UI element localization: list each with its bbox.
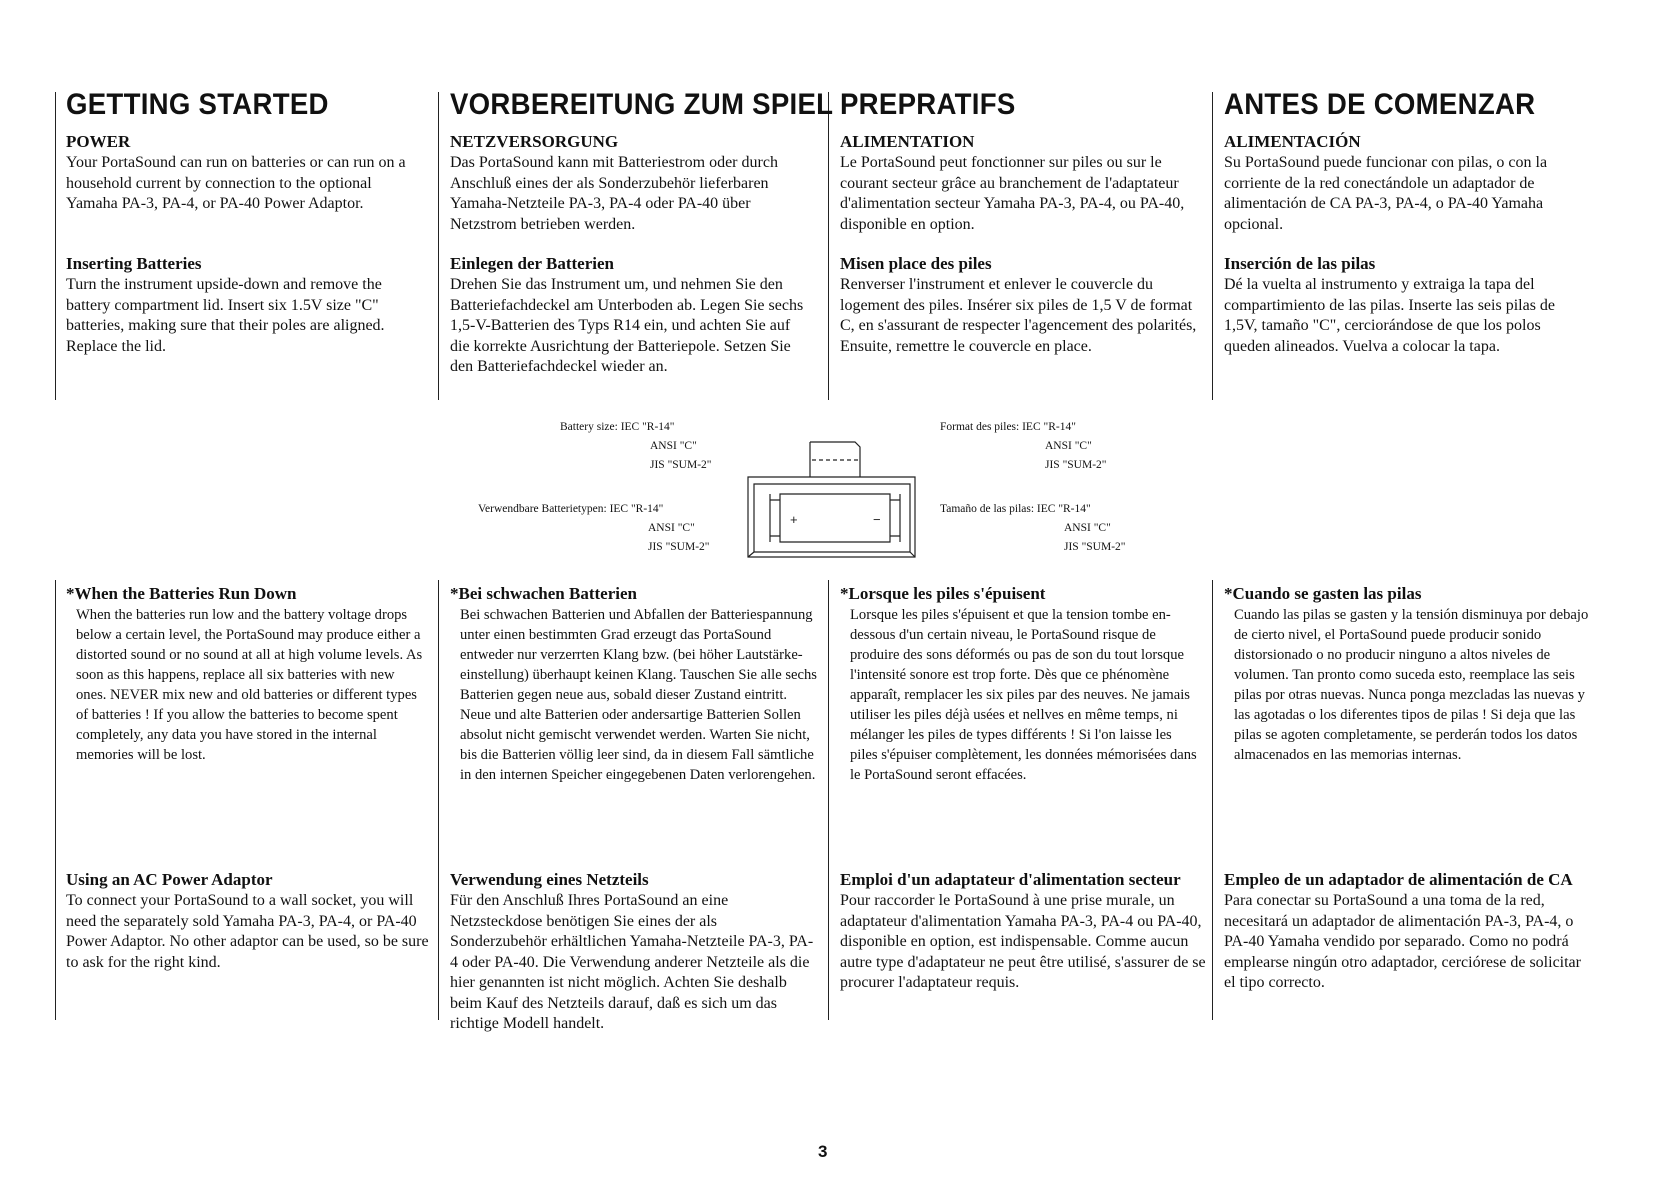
low-text: Lorsque les piles s'épuisent et que la tension tombe en-dessous d'un certain niveau, le PortaSound risque de produire des sons déformés ou pas de son du tout lorsque l'intensité sonore est trop forte. Dès que ce phénomène apparaît, remplacer les six piles par des neuves. Ne jamais utiliser les piles déjà usées et nellves en même temps, ni mélanger les piles de types différents ! Si l'on laisse les piles s'épuiser complètement, les données mémorisées dans le PortaSound seront effacées.: [850, 607, 1197, 783]
power-title: NETZVERSORGUNG: [450, 132, 619, 151]
battery-size-spanish: [940, 500, 1125, 557]
power-title: POWER: [66, 132, 131, 151]
insert-text: Drehen Sie das Instrument um, und nehmen Sie den Batteriefachdeckel am Unterboden ab. Legen Sie sechs 1,5-V-Batterien des Typs R14 ein, und achten Sie auf die korrekte Ausrichtung der Batteriepole. Setzen Sie den Batteriefachdeckel wieder an.: [450, 276, 804, 375]
battery-ansi: ANSI "C": [1045, 440, 1092, 452]
ac-text: Para conectar su PortaSound a una toma de la red, necesitará un adaptador de alimentación PA-3, PA-4, o PA-40 Yamaha vendido por separado. Como no podrá emplearse ningún otro adaptador, cerciórese de solicitar el tipo correcto.: [1224, 892, 1581, 991]
page-number: 3: [818, 1142, 828, 1161]
section-power-german: [450, 132, 810, 235]
ac-title: Emploi d'un adaptateur d'alimentation secteur: [840, 870, 1181, 889]
ac-title: Using an AC Power Adaptor: [66, 870, 273, 889]
battery-jis: JIS "SUM-2": [650, 459, 712, 471]
insert-text: Turn the instrument upside-down and remove the battery compartment lid. Insert six 1.5V size "C" batteries, making sure that their poles are aligned. Replace the lid.: [66, 276, 385, 355]
column-rule-1: [55, 92, 56, 400]
battery-jis: JIS "SUM-2": [1045, 459, 1107, 471]
insert-title: Einlegen der Batterien: [450, 254, 614, 273]
section-ac-german: [450, 870, 815, 1035]
battery-size-english: [560, 418, 711, 475]
section-insert-german: [450, 254, 812, 378]
low-title: *When the Batteries Run Down: [66, 584, 297, 603]
insert-title: Misen place des piles: [840, 254, 992, 273]
ac-text: Für den Anschluß Ihres PortaSound an eine Netzsteckdose benötigen Sie eines der als Sonderzubehör erhältlichen Yamaha-Netzteile PA-3, PA-4 oder PA-40. Die Verwendung anderer Netzteile als die hier genannten ist nicht möglich. Achten Sie deshalb beim Kauf des Netzteils darauf, daß es sich um das richtige Modell handelt.: [450, 892, 814, 1032]
section-ac-spanish: [1224, 870, 1594, 994]
insert-title: Inserción de las pilas: [1224, 254, 1376, 273]
heading-english: GETTING STARTED: [66, 88, 329, 121]
power-text: Das PortaSound kann mit Batteriestrom oder durch Anschluß eines der als Sonderzubehör lieferbaren Yamaha-Netzteile PA-3, PA-4 oder PA-40 über Netzstrom betrieben werden.: [450, 154, 778, 233]
heading-spanish: ANTES DE COMENZAR: [1224, 88, 1536, 121]
low-text: Bei schwachen Batterien und Abfallen der Batteriespannung unter einen bestimmten Grad erzeugt das PortaSound entweder nur verzerrten Klang bzw. (bei höher Lautstärke-einstellung) überhaupt keinen Klang. Tauschen Sie alle sechs Batterien gegen neue aus, sobald dieser Zustand eintritt. Neue und alte Batterien oder andersartige Batterien Sollen absolut nicht gemischt verwendet werden. Warten Sie nicht, bis die Batterien völlig leer sind, da in diesem Fall sämtliche in den internen Speicher eingegebenen Daten verlorengehen.: [460, 607, 817, 783]
section-power-spanish: [1224, 132, 1579, 235]
low-text: Cuando las pilas se gasten y la tensión disminuya por debajo de cierto nivel, el PortaSound puede producir sonido distorsionado o no producir ninguno a altos niveles de volumen. Tan pronto como suceda esto, reemplace las seis pilas por otras nuevas. Nunca ponga mezcladas las nuevas y las agotadas o los diferentes tipos de pilas ! Si deja que las pilas se agoten completamente, se perderán todos los datos almacenados en las memorias internas.: [1234, 607, 1589, 763]
battery-iec: IEC "R-14": [620, 421, 675, 433]
column-rule-4: [1212, 92, 1213, 400]
section-power-french: [840, 132, 1200, 235]
section-insert-spanish: [1224, 254, 1589, 357]
battery-size-french: [940, 418, 1106, 475]
section-low-french: [840, 584, 1202, 785]
battery-size-label: Format des piles:: [940, 421, 1020, 433]
plus-symbol: +: [790, 512, 798, 527]
battery-ansi: ANSI "C": [650, 440, 697, 452]
low-title: *Lorsque les piles s'épuisent: [840, 584, 1046, 603]
battery-ansi: ANSI "C": [648, 522, 695, 534]
insert-text: Dé la vuelta al instrumento y extraiga la tapa del compartimiento de las pilas. Inserte las seis pilas de 1,5V, tamaño "C", cerciorándose de que los polos queden alineados. Vuelva a colocar la tapa.: [1224, 276, 1556, 355]
column-rule-2: [438, 92, 439, 400]
heading-german: VORBEREITUNG ZUM SPIEL: [450, 88, 834, 121]
ac-title: Empleo de un adaptador de alimentación de CA: [1224, 870, 1573, 889]
low-title: *Bei schwachen Batterien: [450, 584, 637, 603]
column-rule-6: [438, 580, 439, 1020]
battery-iec: IEC "R-14": [1022, 421, 1076, 433]
section-ac-french: [840, 870, 1210, 994]
battery-jis: JIS "SUM-2": [1064, 541, 1126, 553]
section-power-english: [66, 132, 426, 215]
column-rule-7: [828, 580, 829, 1020]
battery-size-label: Battery size:: [560, 421, 618, 433]
insert-title: Inserting Batteries: [66, 254, 202, 273]
battery-iec: IEC "R-14": [609, 503, 664, 515]
power-title: ALIMENTATION: [840, 132, 975, 151]
battery-jis: JIS "SUM-2": [648, 541, 710, 553]
section-ac-english: [66, 870, 431, 973]
insert-text: Renverser l'instrument et enlever le couvercle du logement des piles. Insérer six piles de 1,5 V de format C, en s'assurant de respecter l'agencement des polarités, Ensuite, remettre le couvercle en place.: [840, 276, 1197, 355]
battery-iec: IEC "R-14": [1036, 503, 1091, 515]
ac-title: Verwendung eines Netzteils: [450, 870, 649, 889]
minus-symbol: −: [873, 512, 881, 527]
battery-size-label: Tamaño de las pilas:: [940, 503, 1035, 515]
section-low-spanish: [1224, 584, 1599, 765]
column-rule-8: [1212, 580, 1213, 1020]
battery-ansi: ANSI "C": [1064, 522, 1111, 534]
column-rule-3: [828, 92, 829, 400]
power-title: ALIMENTACIÓN: [1224, 132, 1361, 151]
battery-size-label: Verwendbare Batterietypen:: [478, 503, 607, 515]
power-text: Le PortaSound peut fonctionner sur piles ou sur le courant secteur grâce au branchement de l'adaptateur d'alimentation secteur Yamaha PA-3, PA-4, ou PA-40, disponible en option.: [840, 154, 1185, 233]
section-insert-french: [840, 254, 1200, 357]
battery-size-german: [478, 500, 709, 557]
ac-text: To connect your PortaSound to a wall socket, you will need the separately sold Yamaha PA-3, PA-4, or PA-40 Power Adaptor. No other adaptor can be used, so be sure to ask for the right kind.: [66, 892, 429, 971]
battery-compartment-illustration: [740, 432, 930, 562]
section-low-german: [450, 584, 818, 785]
ac-text: Pour raccorder le PortaSound à une prise murale, un adaptateur d'alimentation Yamaha PA-3, PA-4 ou PA-40, disponible en option, est indispensable. Comme aucun autre type d'adaptateur ne peut être utilisé, s'assurer de se procurer l'adaptateur requis.: [840, 892, 1206, 991]
section-insert-english: [66, 254, 416, 357]
low-title: *Cuando se gasten las pilas: [1224, 584, 1422, 603]
column-rule-5: [55, 580, 56, 1020]
section-low-english: [66, 584, 426, 765]
power-text: Your PortaSound can run on batteries or can run on a household current by connection to the optional Yamaha PA-3, PA-4, or PA-40 Power Adaptor.: [66, 154, 406, 212]
power-text: Su PortaSound puede funcionar con pilas, o con la corriente de la red conectándole un adaptador de alimentación de CA PA-3, PA-4, o PA-40 Yamaha opcional.: [1224, 154, 1548, 233]
low-text: When the batteries run low and the battery voltage drops below a certain level, the PortaSound may produce either a distorted sound or no sound at all at high volume levels. As soon as this happens, replace all six batteries with new ones. NEVER mix new and old batteries or different types of batteries ! If you allow the batteries to become spent completely, any data you have stored in the internal memories will be lost.: [76, 607, 423, 763]
heading-french: PREPRATIFS: [840, 88, 1016, 121]
